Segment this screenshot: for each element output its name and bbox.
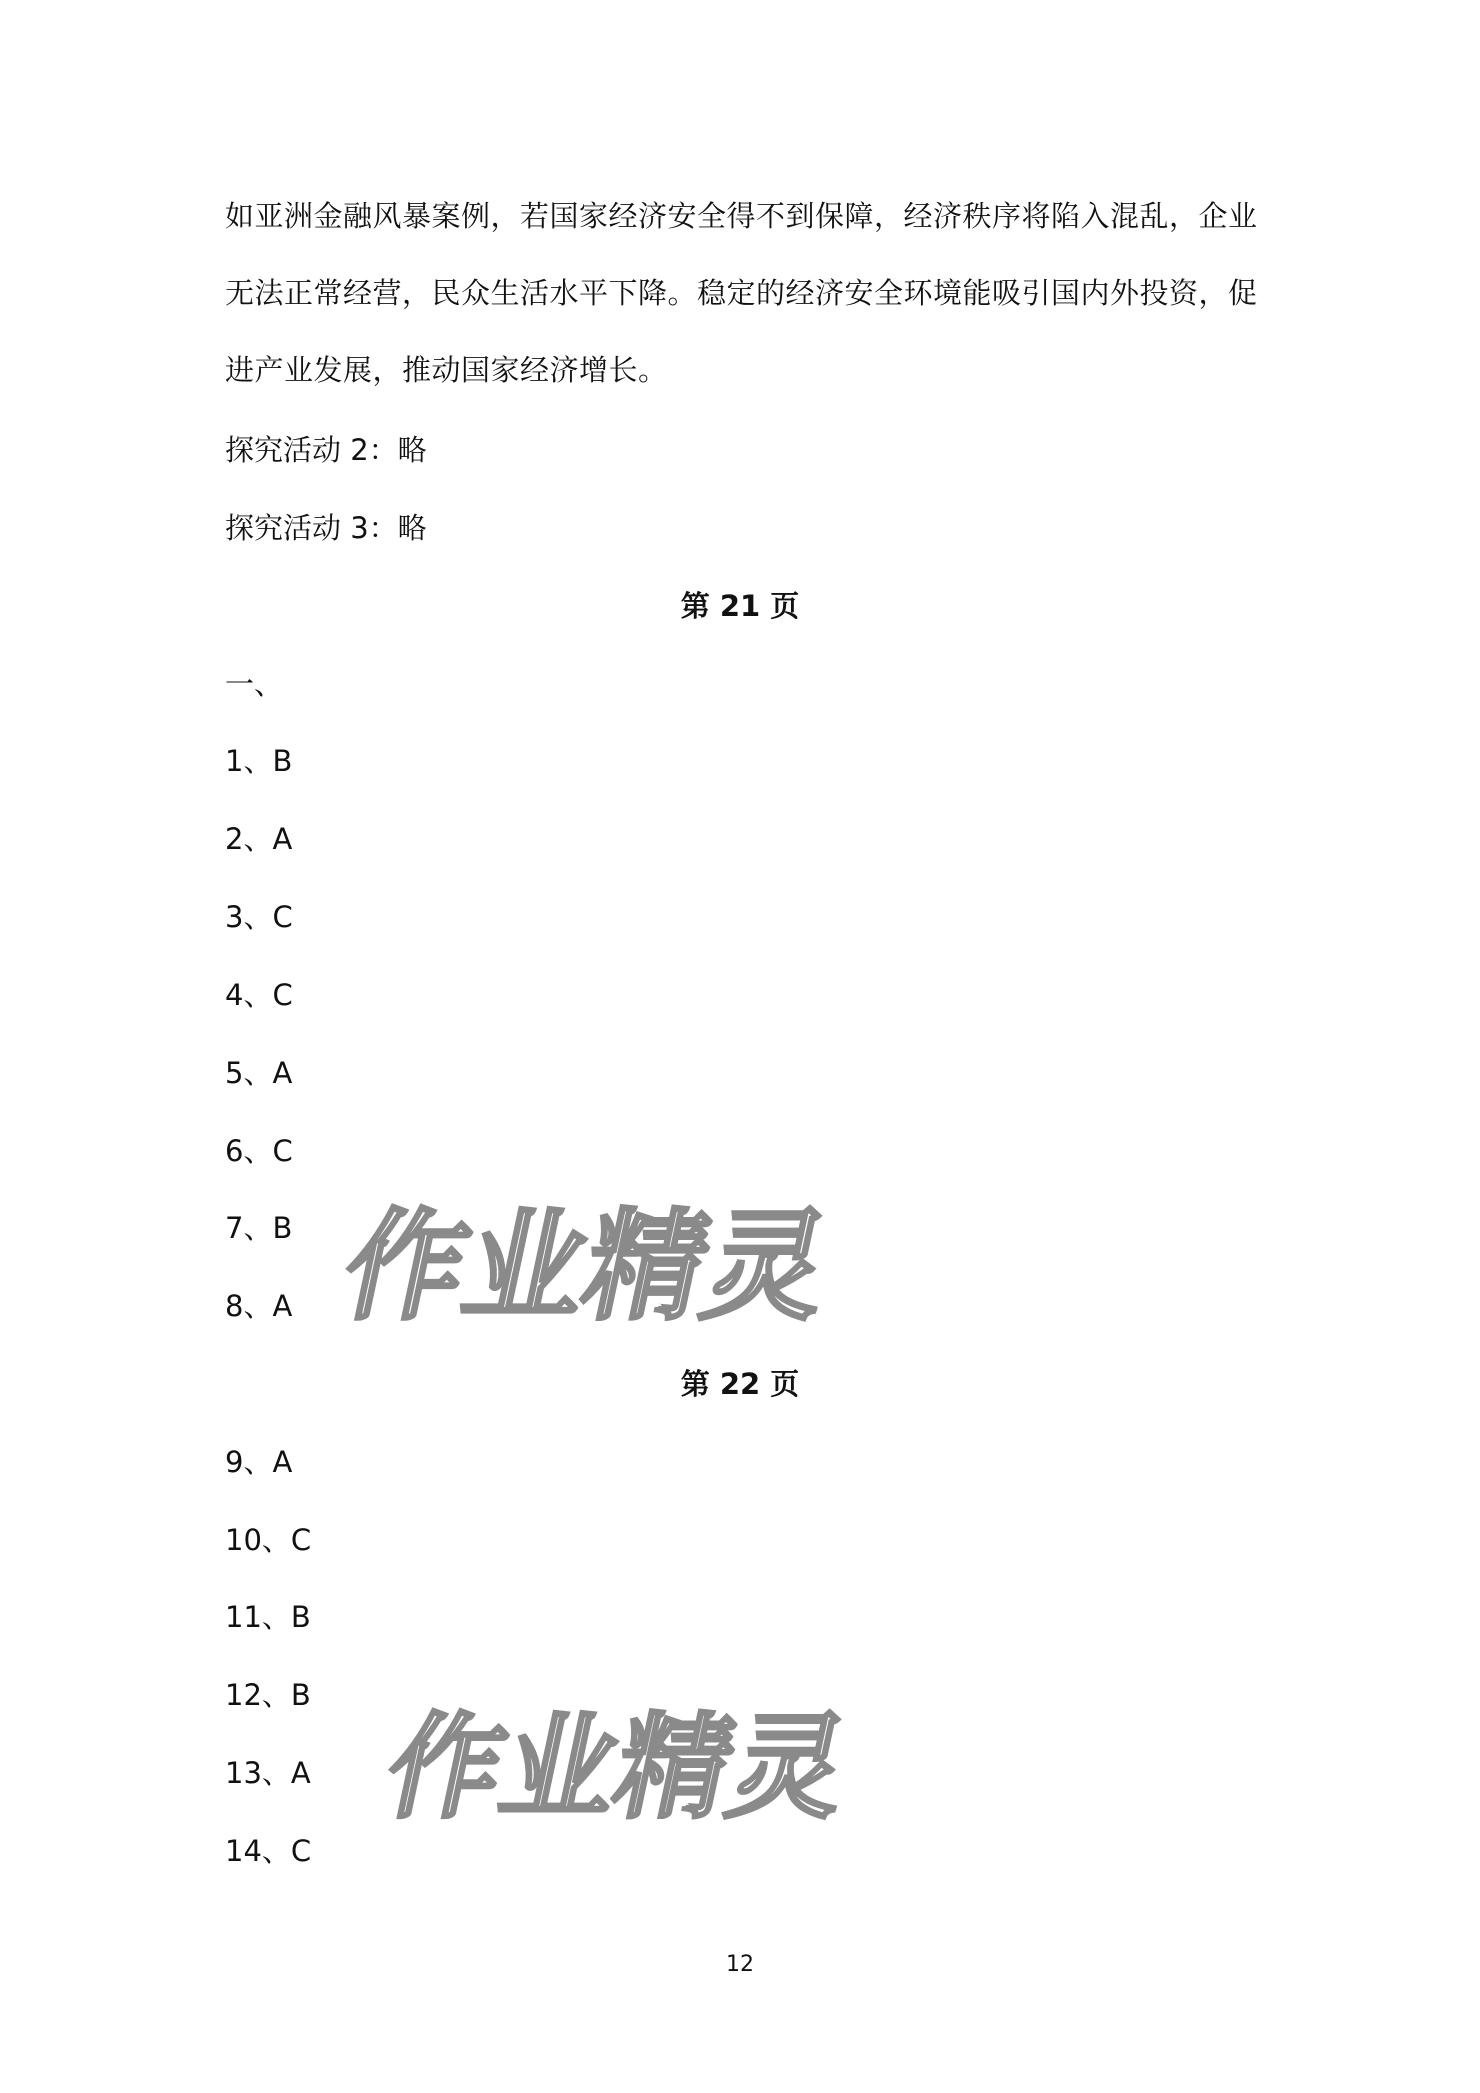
watermark-text: 作业精灵 [375,1702,860,1835]
watermark-text: 作业精灵 [331,1196,842,1337]
activity-line: 探究活动 3：略 [225,511,427,545]
section-heading: 第 21 页 [680,589,800,623]
answer-item: 14、C [225,1834,312,1868]
answer-item: 4、C [225,978,293,1012]
answer-item: 11、B [225,1600,311,1634]
watermark-logo [300,1180,860,1350]
answer-item: 7、B [225,1211,293,1245]
answer-item: 10、C [225,1523,312,1557]
answer-item: 2、A [225,822,293,856]
answer-item: 12、B [225,1678,311,1712]
answer-item: 6、C [225,1134,293,1168]
section-heading: 第 22 页 [680,1367,800,1401]
answer-item: 9、A [225,1445,293,1479]
part-label: 一、 [225,667,284,701]
page-number: 12 [726,1952,754,1977]
answer-item: 3、C [225,900,293,934]
answer-item: 5、A [225,1056,293,1090]
activity-line: 探究活动 2：略 [225,433,427,467]
watermark-logo [340,1685,880,1850]
answer-item: 13、A [225,1756,311,1790]
answer-item: 1、B [225,744,293,778]
body-paragraph: 如亚洲金融风暴案例，若国家经济安全得不到保障，经济秩序将陷入混乱，企业无法正常经营，民众生活水平下降。稳定的经济安全环境能吸引国内外投资，促进产业发展，推动国家经济增长。 [225,199,1258,387]
answer-item: 8、A [225,1289,293,1323]
